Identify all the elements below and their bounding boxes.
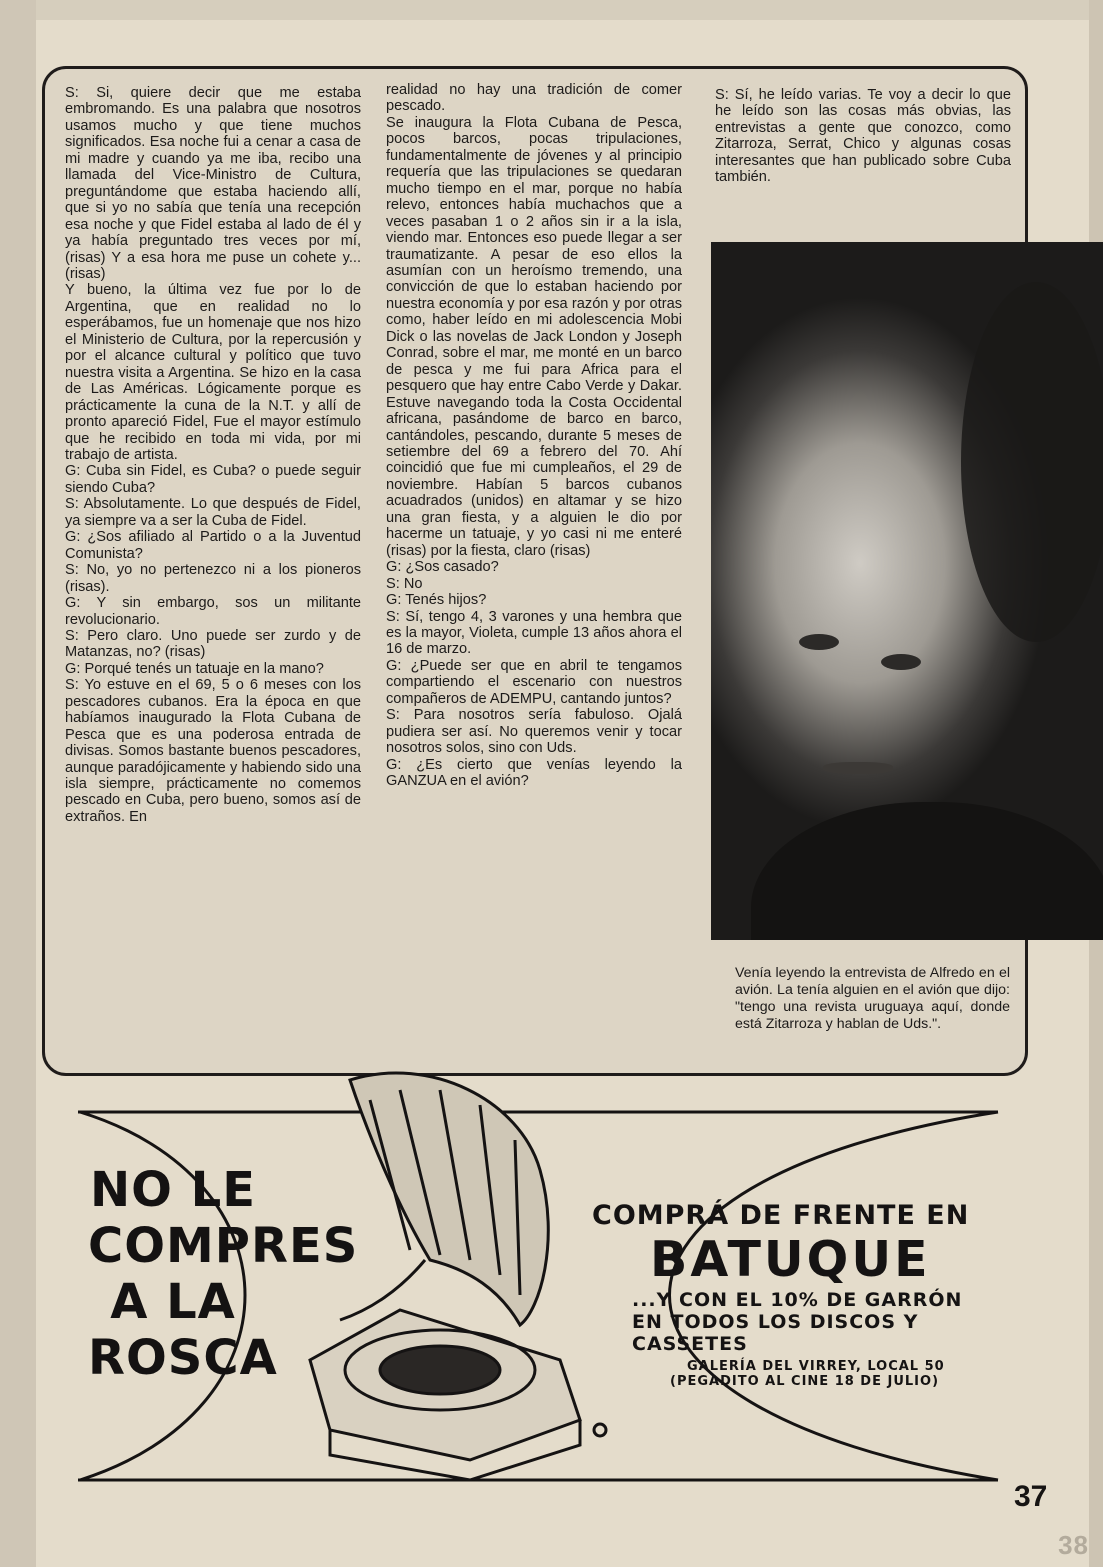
- article-column-1: S: Si, quiere decir que me estaba embromando. Es una palabra que nosotros usamos mucho y que tiene muchos significados. Esa noche fui a cenar a casa de mi madre y cuando ya me iba, recibo una llamada del Vice-Ministro de Cultura, preguntándome que estaba haciendo allí, que si yo no sabía que tenía una recepción esa noche y que Fidel estaba al lado de él y ya había preguntado tres veces por mí, (risas) Y a esa hora me puse un cohete y... (risas) Y bueno, la última vez fue por lo de Argentina, que en realidad no lo esperábamos, fue un homenaje que nos hizo el Ministerio de Cultura, por la repercusión y por el alcance cultural y político que tuvo nuestra visita a Argentina. Se hizo en la casa de Las Américas. Lógicamente porque es prácticamente la cuna de la N.T. y allí de pronto apareció Fidel, Fue el mayor estímulo que he recibido en toda mi vida, por mi trabajo de artista. G: Cuba sin Fidel, es Cuba? o puede seguir siendo Cuba? S: Absolutamente. Lo que después de Fidel, ya siempre va a ser la Cuba de Fidel. G: ¿Sos afiliado al Partido o a la Juventud Comunista? S: No, yo no pertenezco ni a los pioneros (risas). G: Y sin embargo, sos un militante revolucionario. S: Pero claro. Uno puede ser zurdo y de Matanzas, no? (risas) G: Porqué tenés un tatuaje en la mano? S: Yo estuve en el 69, 5 o 6 meses con los pescadores cubanos. Era la época en que habíamos inaugurado la Flota Cubana de Pesca que es una poderosa entrada de divisas. Somos bastante buenos pescadores, aunque paradójicamente y habiendo sido una isla siempre, prácticamente no comemos pescado en Cuba, pero bueno, somos así de extraños. En: [65, 85, 361, 825]
- ad-discount: ...Y CON EL 10% DE GARRÓN: [632, 1289, 963, 1311]
- ad-address: GALERÍA DEL VIRREY, LOCAL 50: [687, 1359, 945, 1374]
- photo-shadow: [961, 282, 1103, 642]
- photo-eye-left: [799, 634, 839, 650]
- gramophone-icon: [310, 1073, 606, 1480]
- ad-left-slogan: NO LE COMPRES A LA ROSCA: [88, 1162, 359, 1386]
- ad-location-note: (PEGADITO AL CINE 18 DE JULIO): [670, 1374, 940, 1389]
- ad-right-block: [592, 1200, 1008, 1389]
- photo-shirt: [751, 802, 1103, 940]
- next-page-number-ghost: 38: [1058, 1530, 1089, 1560]
- ad-products: EN TODOS LOS DISCOS Y CASSETES: [632, 1311, 919, 1355]
- photo-mouth: [823, 762, 893, 774]
- page-top-edge: [0, 0, 1103, 20]
- ad-headline: COMPRÁ DE FRENTE EN: [592, 1200, 970, 1231]
- portrait-photo: [711, 242, 1103, 940]
- article-column-3: S: Sí, he leído varias. Te voy a decir lo que he leído son las cosas más obvias, las entrevistas a gente que conozco, como Zitarroza, Serrat, Chico y algunas cosas interesantes que han publicado sobre Cuba también.: [715, 87, 1011, 186]
- photo-eye-right: [881, 654, 921, 670]
- ad-brand-name: BATUQUE: [650, 1231, 931, 1288]
- article-column-2: realidad no hay una tradición de comer pescado. Se inaugura la Flota Cubana de Pesca, pocos barcos, pocas tripulaciones, fundamentalmente de jóvenes y al principio requería que las tripulaciones se quedaran mucho tiempo en el mar, porque no había relevo, entonces había muchachos que a veces pasaban 1 o 2 años sin ir a la isla, viendo mar. Entonces eso puede llegar a ser traumatizante. A pesar de eso ellos la asumían con un heroísmo tremendo, una convicción de que lo estaban haciendo por nuestra economía y por esa razón y por otras como, haber leído en mi adolescencia Mobi Dick o las novelas de Jack London y Joseph Conrad, sobre el mar, me monté en un barco de pesca y me fui para Africa para el pesquero que hay entre Cabo Verde y Dakar. Estuve navegando toda la Costa Occidental africana, pasándome de barco en barco, cantándoles, pescando, durante 5 meses de setiembre del 69 a febrero del 70. Ahí coincidió que fue mi cumpleaños, el 29 de noviembre. Habían 5 barcos cubanos acuadrados (unidos) en altamar y se hizo una gran fiesta, y a alguien le dio por hacerme un tatuaje, y yo casi ni me enteré (risas) por la fiesta, claro (risas) G: ¿Sos casado? S: No G: Tenés hijos? S: Sí, tengo 4, 3 varones y una hembra que es la mayor, Violeta, cumple 13 años ahora el 16 de marzo. G: ¿Puede ser que en abril te tengamos compartiendo el escenario con nuestros compañeros de ADEMPU, cantando juntos? S: Para nosotros sería fabuloso. Ojalá pudiera ser así. No queremos venir y tocar nosotros solos, sino con Uds. G: ¿Es cierto que venías leyendo la GANZUA en el avión?: [386, 82, 682, 790]
- photo-caption-text: Venía leyendo la entrevista de Alfredo en el avión. La tenía alguien en el avión que dijo: "tengo una revista uruguaya aquí, donde está Zitarroza y hablan de Uds.".: [735, 965, 1010, 1032]
- page-number: 37: [1014, 1480, 1048, 1513]
